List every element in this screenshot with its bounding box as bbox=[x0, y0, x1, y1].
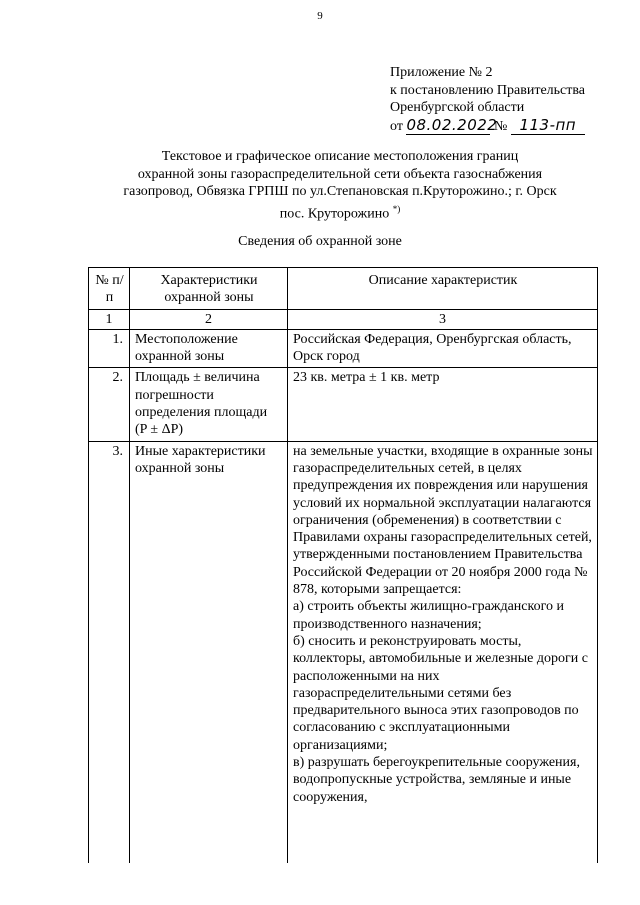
header-num: № п/п bbox=[89, 268, 130, 310]
protection-zone-table bbox=[88, 267, 598, 863]
table-index-row bbox=[89, 309, 598, 329]
footnote-mark: *) bbox=[392, 203, 401, 214]
appendix-block bbox=[390, 64, 630, 135]
index-cell: 1 bbox=[89, 309, 130, 329]
description-paragraph: на земельные участки, входящие в охранные зоны газораспределительных сетей, в целях предупреждения их повреждения или нарушения условий их нормальной эксплуатации налагаются ограничения (обременения) в соответствии с Правилами охраны газораспределительных сетей, утвержденными постановлением Правительства Российской Федерации от 20 ноября 2000 года № 878, которыми запрещается: bbox=[293, 443, 593, 598]
page-number: 9 bbox=[317, 10, 323, 22]
index-cell: 3 bbox=[288, 309, 598, 329]
row-characteristic: Местоположение охранной зоны bbox=[130, 329, 288, 368]
table-row bbox=[89, 329, 598, 368]
description-item-b: б) сносить и реконструировать мосты, коллекторы, автомобильные и железные дороги с расположенными на них газораспределительными сетями без предварительного выноса этих газопроводов по согласованию с эксплуатационными организациями; bbox=[293, 633, 588, 753]
title-line-1: Текстовое и графическое описание местоположения границ bbox=[161, 149, 519, 164]
appendix-line-2: к постановлению Правительства bbox=[390, 82, 586, 98]
row-num: 2. bbox=[89, 368, 130, 441]
description-item-c: в) разрушать берегоукрепительные сооружения, водопропускные устройства, земляные и иные сооружения, bbox=[293, 755, 580, 805]
title-line-3: газопровод, Обвязка ГРПШ по ул.Степановская п.Круторожино.; г. Орск bbox=[123, 184, 557, 199]
number-sign: № bbox=[493, 118, 508, 134]
index-cell: 2 bbox=[130, 309, 288, 329]
document-title bbox=[60, 148, 620, 223]
appendix-line-3: Оренбургской области bbox=[390, 100, 525, 115]
handwritten-number: 113-пп bbox=[511, 117, 585, 136]
title-line-4-text: пос. Круторожино bbox=[279, 206, 390, 222]
row-description: 23 кв. метра ± 1 кв. метр bbox=[288, 368, 598, 441]
description-item-a: а) строить объекты жилищно-гражданского и производственного назначения; bbox=[293, 599, 564, 632]
appendix-line-1: Приложение № 2 bbox=[390, 65, 493, 80]
row-characteristic: Площадь ± величина погрешности определения площади (P ± ΔP) bbox=[130, 368, 288, 441]
row-description bbox=[288, 441, 598, 863]
from-label: от bbox=[390, 118, 403, 134]
title-line-2: охранной зоны газораспределительной сети объекта газоснабжения bbox=[137, 166, 543, 182]
table-row bbox=[89, 368, 598, 441]
header-description: Описание характеристик bbox=[288, 268, 598, 310]
row-characteristic: Иные характеристики охранной зоны bbox=[130, 441, 288, 863]
row-num: 1. bbox=[89, 329, 130, 368]
section-subtitle: Сведения об охранной зоне bbox=[238, 234, 402, 249]
row-num: 3. bbox=[89, 441, 130, 863]
appendix-date-line bbox=[390, 117, 630, 136]
table-header-row bbox=[89, 268, 598, 310]
row-description: Российская Федерация, Оренбургская область, Орск город bbox=[288, 329, 598, 368]
table-row bbox=[89, 441, 598, 863]
title-line-4 bbox=[60, 201, 620, 223]
handwritten-date: 08.02.2022 bbox=[406, 115, 498, 134]
header-characteristic: Характеристики охранной зоны bbox=[130, 268, 288, 310]
